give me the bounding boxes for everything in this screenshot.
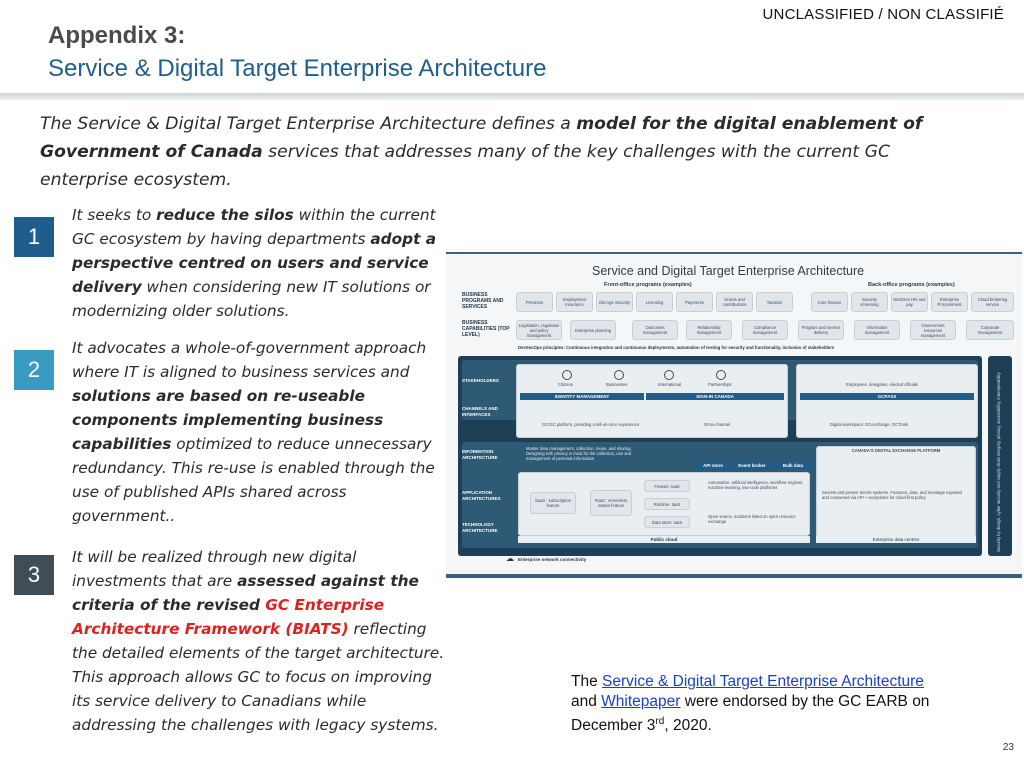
capability-pill: Information management xyxy=(854,320,900,340)
business-capabilities-label: BUSINESS CAPABILITIES (TOP LEVEL) xyxy=(462,320,510,338)
program-pill: Pensions xyxy=(516,292,553,312)
omni-channel-text: Omni-channel xyxy=(704,422,731,427)
back-office-label: Back-office programs (examples) xyxy=(868,282,955,288)
target-architecture-link[interactable]: Service & Digital Target Enterprise Architecture xyxy=(602,673,924,690)
bullet-3-red: GC Enterprise Architecture Framework (BIATS) xyxy=(72,596,385,638)
front-office-label: Front-office programs (examples) xyxy=(604,282,692,288)
endorse-suffix2: , 2020. xyxy=(664,717,712,735)
intro-bold: model for the digital enablement of Government of Canada xyxy=(40,114,923,162)
channels-label: CHANNELS AND INTERFACES xyxy=(462,406,498,417)
title-divider xyxy=(0,93,1024,100)
capability-pill: Legislation, regulation and policy management xyxy=(516,320,562,340)
bullet-3-t2: reflecting the detailed elements of the target architecture. This approach allows GC to focus on improving its service delivery to Canadians while addressing the challenges with legacy systems. xyxy=(72,620,445,734)
program-pill: Payments xyxy=(676,292,713,312)
program-pill: Licensing xyxy=(636,292,673,312)
program-pill: Enterprise Procurement xyxy=(931,292,968,312)
endorsement-note xyxy=(571,672,931,736)
bullet-number-3: 3 xyxy=(14,555,54,595)
program-pill: Core finance xyxy=(811,292,848,312)
bullet-1-b1: reduce the silos xyxy=(156,206,294,224)
master-data-text: Master data management, collection, reuse, and sharing. Designing with privacy in mind for the collection, use and management of personal information xyxy=(526,446,632,461)
runtime-iaas-box: Runtime: IaaS xyxy=(644,498,690,510)
bullet-1-b2: adopt a perspective centred on users and service delivery xyxy=(72,230,437,296)
program-pill: NextGen HR and pay xyxy=(891,292,928,312)
data-iaas-box: Data store: IaaS xyxy=(644,516,690,528)
program-pill: Grants and contributions xyxy=(716,292,753,312)
citizens-icon xyxy=(562,370,572,380)
page-title: Appendix 3: xyxy=(48,22,186,49)
bullet-2-t1: It advocates a whole-of-government approach where IT is aligned to business services and xyxy=(72,339,427,381)
endorse-sup: rd xyxy=(655,716,665,727)
endorse-mid: and xyxy=(571,693,602,710)
network-icon: ☁ xyxy=(506,554,514,563)
capability-pill: Outcomes management xyxy=(632,320,678,340)
exchange-platform-title: CANADA'S DIGITAL EXCHANGE PLATFORM xyxy=(851,448,941,453)
capability-pill: Compliance management xyxy=(742,320,788,340)
page-number: 23 xyxy=(1002,742,1014,753)
principles-sidebar xyxy=(988,356,1012,556)
program-pill: Old Age Security xyxy=(596,292,633,312)
enterprise-data-bar: Enterprise data centres xyxy=(816,536,976,543)
sign-in-canada-bar: SIGN-IN CANADA xyxy=(646,393,784,400)
gcpass-bar: GCPASS xyxy=(800,393,974,400)
endorse-suffix1: were endorsed by the GC EARB on December 3 xyxy=(571,693,930,735)
devsecops-banner: DevSecOps principles: Continuous integration and continuous deployments, automation of testing for security and functionality, inclusion of stakeholders xyxy=(518,345,835,350)
globe-icon xyxy=(664,370,674,380)
endorse-prefix: The xyxy=(571,673,603,690)
bullet-number-1: 1 xyxy=(14,217,54,257)
capability-pill: Enterprise planning xyxy=(570,320,616,340)
diagram-title: Service and Digital Target Enterprise Architecture xyxy=(592,264,865,278)
partnerships-icon xyxy=(716,370,726,380)
capability-pill: Program and service delivery xyxy=(798,320,844,340)
bullet-2-t2: optimized to reduce unnecessary redundancy. This re-use is enabled through the use of published APIs shared across government.. xyxy=(72,435,435,525)
open-source-text: Open source, solutions listed on open resource exchange xyxy=(708,514,796,524)
event-broker-bar: Event broker xyxy=(732,462,772,469)
capability-pill: Government resources management xyxy=(910,320,956,340)
bullet-2-text xyxy=(72,336,450,528)
public-cloud-bar: Public cloud xyxy=(518,536,810,543)
intro-text-2: services that addresses many of the key challenges with the current GC enterprise ecosystem. xyxy=(40,142,890,190)
online-platform-text: GC/GC platform, providing a tell-us-once experience xyxy=(542,422,640,427)
classification-label: UNCLASSIFIED / NON CLASSIFIÉ xyxy=(762,6,1004,23)
bullet-2-b1: solutions are based on re-useable components implementing business capabilities xyxy=(72,387,384,453)
business-programs-label: BUSINESS PROGRAMS AND SERVICES xyxy=(462,292,504,310)
stakeholder-label: Businesses xyxy=(606,382,628,387)
stakeholder-label: Citizens xyxy=(558,382,573,387)
intro-text-1: The Service & Digital Target Enterprise Architecture defines a xyxy=(40,114,577,134)
bullet-1-text xyxy=(72,203,450,323)
program-pill: Employment Insurance xyxy=(556,292,593,312)
secrets-text: Secrets and proven Secret systems. Features, data, and message exposed and consumed via API + exceptions for cloud-first policy xyxy=(822,490,962,500)
identity-management-bar: IDENTITY MANAGEMENT xyxy=(520,393,644,400)
architecture-diagram xyxy=(446,252,1022,578)
digital-workspace-text: Digital workspace: GCexchange, GCTools xyxy=(830,422,908,427)
bullet-3-b1: assessed against the criteria of the revised xyxy=(72,572,419,614)
bullet-3-text xyxy=(72,545,450,737)
technology-label: TECHNOLOGY ARCHITECTURE xyxy=(462,522,498,533)
businesses-icon xyxy=(614,370,624,380)
feature-iaas-box: Feature: IaaS xyxy=(644,480,690,492)
bulk-data-bar: Bulk data xyxy=(774,462,812,469)
intro-paragraph xyxy=(40,110,970,194)
bullet-3-t1: It will be realized through new digital investments that are xyxy=(72,548,357,590)
bullet-1-t3: when considering new IT solutions or modernizing older solutions. xyxy=(72,278,431,320)
program-pill: Taxation xyxy=(756,292,793,312)
whitepaper-link[interactable]: Whitepaper xyxy=(601,693,681,710)
bullet-1-t2: within the current GC ecosystem by having departments xyxy=(72,206,436,248)
information-label: INFORMATION ARCHITECTURE xyxy=(462,449,498,460)
program-pill: Cloud brokering service xyxy=(971,292,1014,312)
page-subtitle: Service & Digital Target Enterprise Architecture xyxy=(48,55,547,82)
principles-sidebar-text: Security by design, cyber security and supply chain integrity, privacy, accessibility, interoperability xyxy=(996,372,1001,552)
application-label: APPLICATION ARCHITECTURES xyxy=(462,490,501,501)
paas-box: PaaS : serverless instant feature xyxy=(590,490,632,516)
bullet-1-t1: It seeks to xyxy=(72,206,157,224)
network-connectivity-label: Enterprise network connectivity xyxy=(518,557,587,562)
staff-label: Employees, delegates, elected officials xyxy=(846,382,919,387)
program-pill: Security screening xyxy=(851,292,888,312)
api-store-bar: API store xyxy=(696,462,730,469)
stakeholder-label: International xyxy=(658,382,682,387)
capability-pill: Corporate management xyxy=(966,320,1014,340)
stakeholders-label: STAKEHOLDERS xyxy=(462,378,499,383)
stakeholder-label: Partnerships xyxy=(708,382,732,387)
capability-pill: Relationship management xyxy=(686,320,732,340)
saas-box: SaaS : subscription feature xyxy=(530,492,576,514)
bullet-number-2: 2 xyxy=(14,350,54,390)
automation-text: Automation: artificial intelligence, workflow engines, machine learning, low-code platforms xyxy=(708,480,804,490)
